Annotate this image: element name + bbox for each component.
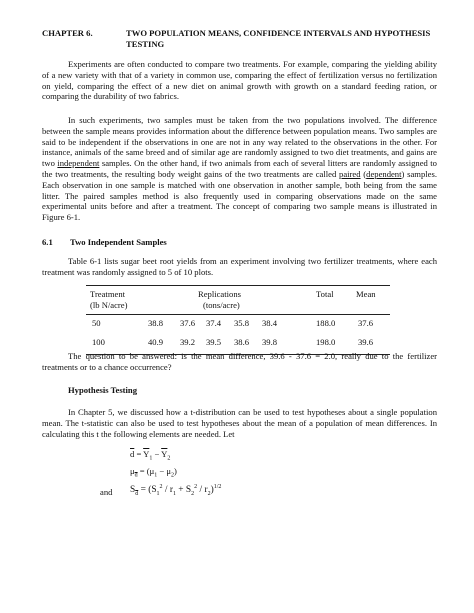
term-independent: independent	[57, 158, 100, 169]
table-header	[86, 289, 390, 313]
equation-mu-d: $\mu_{\overline{d}} = (\mu_1 - \mu_2)$	[130, 466, 177, 479]
header-treatment-unit: (lb N/acre)	[90, 300, 128, 310]
term-paired: paired	[339, 168, 361, 179]
chapter-number: CHAPTER 6.	[42, 28, 93, 38]
term-dependent: dependent	[366, 168, 402, 179]
header-total: Total	[316, 289, 334, 299]
chapter-title: TWO POPULATION MEANS, CONFIDENCE INTERVALS AND HYPOTHESIS TESTING	[126, 28, 431, 49]
data-table	[86, 285, 390, 355]
table-row: 50 38.8 37.6 37.4 35.8 38.4 188.0 37.6	[92, 318, 374, 328]
and-label: and	[100, 487, 113, 497]
table-intro-paragraph: Table 6-1 lists sugar beet root yields from an experiment involving two fertilizer treatments, where each treatment was randomly assigned to 5 of 10 plots.	[42, 256, 437, 277]
header-treatment: Treatment	[90, 289, 126, 299]
hypothesis-heading: Hypothesis Testing	[68, 385, 138, 395]
equation-standard-error: $S_{\overline{d}} = (S_1^2 / r_1 + S_2^2 / r_2)^{1/2}$	[130, 483, 222, 497]
table-rule-mid	[86, 314, 390, 315]
header-mean: Mean	[356, 289, 376, 299]
equation-mean-difference: $\overline{d} = \overline{Y}_1 - \overline{Y}_2$	[130, 449, 171, 462]
header-replications: Replications	[198, 289, 241, 299]
table-rule-top	[86, 285, 390, 286]
samples-paragraph: In such experiments, two samples must be taken from the two populations involved. The difference between the sample means provides information about the difference between population means. Two samples are said to be independent if the observations in one are not in any way related to the observations in the other. For instance, animals of the same breed and of similar age are randomly assigned to two diet treatments, and gains are two independent samples. On the other hand, if two animals from each of several litters are randomly assigned to the two treatments, the resulting body weight gains of the two treatments are called paired (dependent) samples. Each observation in one sample is matched with one observation in another sample, both being from the same litter. The paired samples method is also frequently used in comparing observations made on the same experimental units before and after a treatment. The concept of comparing two sample means is illustrated in Figure 6-1.	[42, 115, 437, 223]
intro-paragraph: Experiments are often conducted to compare two treatments. For example, comparing the yielding ability of a new variety with that of a variety in common use, comparing the effect of fertilization versus no fertilization on yield, comparing the effect of a new diet on animal growth with growth on a standard feeding ration, or comparing the durability of two fabrics.	[42, 59, 437, 102]
section-title: Two Independent Samples	[70, 237, 167, 247]
header-replications-unit: (tons/acre)	[203, 300, 240, 310]
t-statistic-paragraph: In Chapter 5, we discussed how a t-distribution can be used to test hypotheses about a single population mean. The t-statistic can also be used to test hypotheses about the mean of a population of mean differences. In calculating this t the following elements are needed. Let	[42, 407, 437, 439]
section-heading	[42, 237, 437, 248]
question-paragraph: The question to be answered: is the mean difference, 39.6 - 37.6 = 2.0, really due to the fertilizer treatments or to a chance occurrence?	[42, 351, 437, 372]
table-row: 100 40.9 39.2 39.5 38.6 39.8 198.0 39.6	[92, 337, 374, 347]
section-number: 6.1	[42, 237, 53, 247]
